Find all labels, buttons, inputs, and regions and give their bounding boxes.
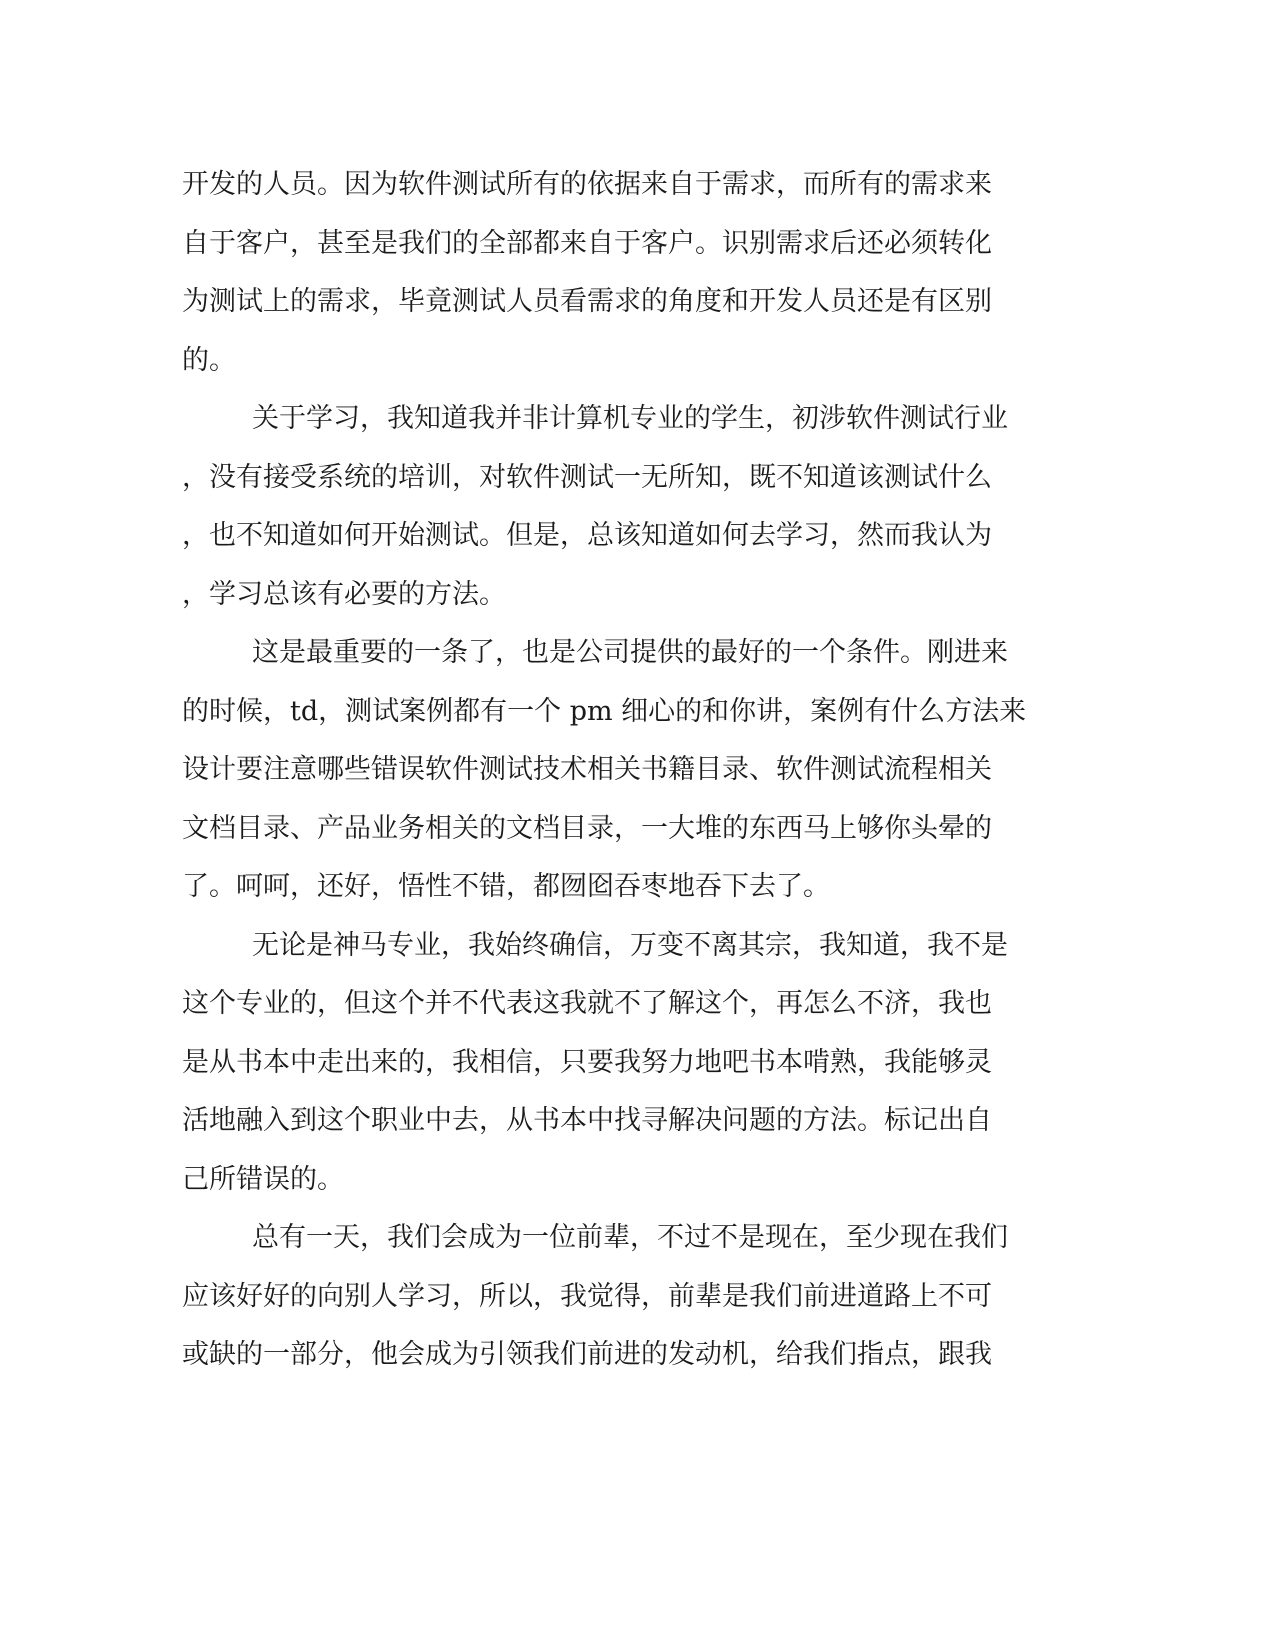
text-line: 文档目录、产品业务相关的文档目录，一大堆的东西马上够你头晕的	[182, 812, 992, 844]
text-line: 设计要注意哪些错误软件测试技术相关书籍目录、软件测试流程相关	[182, 754, 992, 785]
text-line: 的时候，td，测试案例都有一个 pm 细心的和你讲，案例有什么方法来	[182, 695, 1027, 727]
paragraph-first-line: 总有一天，我们会成为一位前辈，不过不是现在，至少现在我们	[252, 1222, 1008, 1253]
paragraph-first-line: 这是最重要的一条了，也是公司提供的最好的一个条件。刚进来	[252, 637, 1008, 668]
text-line: 的。	[182, 344, 236, 376]
text-line: 是从书本中走出来的，我相信，只要我努力地吧书本啃熟，我能够灵	[182, 1046, 992, 1078]
text-line: ，没有接受系统的培训，对软件测试一无所知，既不知道该测试什么	[182, 461, 992, 493]
text-line: 为测试上的需求，毕竟测试人员看需求的角度和开发人员还是有区别	[182, 286, 992, 317]
text-line: 应该好好的向别人学习，所以，我觉得，前辈是我们前进道路上不可	[182, 1280, 992, 1312]
text-line: 活地融入到这个职业中去，从书本中找寻解决问题的方法。标记出自	[182, 1105, 992, 1136]
text-line: 己所错误的。	[182, 1163, 344, 1195]
text-line: 开发的人员。因为软件测试所有的依据来自于需求，而所有的需求来	[182, 169, 992, 200]
text-line: 这个专业的，但这个并不代表这我就不了解这个，再怎么不济，我也	[182, 988, 992, 1019]
text-line: 了。呵呵，还好，悟性不错，都囫囵吞枣地吞下去了。	[182, 871, 830, 902]
text-line: ，也不知道如何开始测试。但是，总该知道如何去学习，然而我认为	[182, 520, 992, 551]
document-body	[182, 156, 1042, 1385]
paragraph-first-line: 关于学习，我知道我并非计算机专业的学生，初涉软件测试行业	[252, 403, 1008, 434]
text-line: 自于客户，甚至是我们的全部都来自于客户。识别需求后还必须转化	[182, 227, 992, 259]
text-line: ，学习总该有必要的方法。	[182, 578, 506, 610]
text-line: 或缺的一部分，他会成为引领我们前进的发动机，给我们指点，跟我	[182, 1339, 992, 1370]
paragraph-first-line: 无论是神马专业，我始终确信，万变不离其宗，我知道，我不是	[252, 929, 1008, 961]
